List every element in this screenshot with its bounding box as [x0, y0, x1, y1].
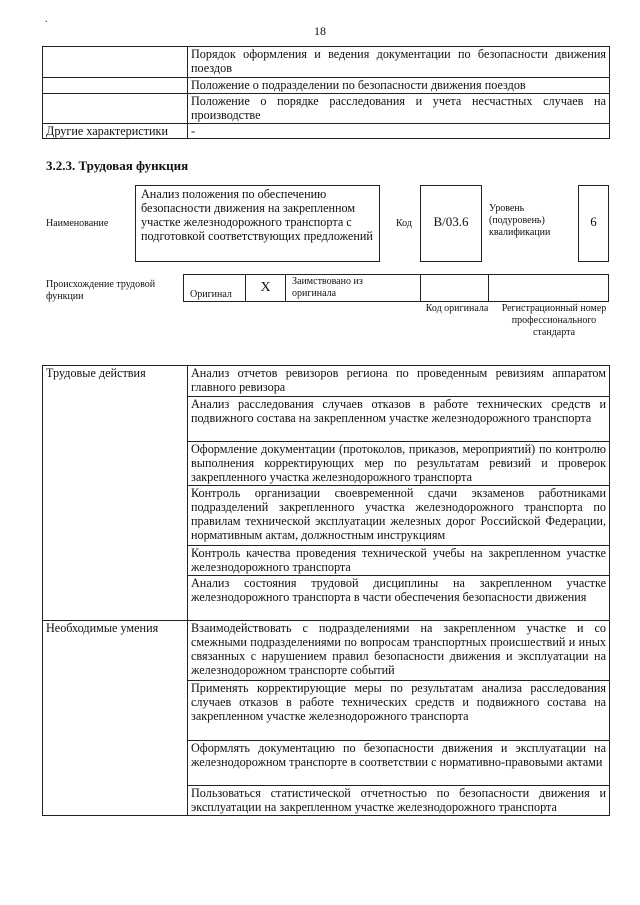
table-row: Оформлять документацию по безопасности движения и эксплуатации на железнодорожном транспорте в соответствии с нормативно-правовыми актами	[188, 741, 610, 786]
table-row: Контроль организации своевременной сдачи экзаменов работниками подразделений закрепленного участка железнодорожного транспорта по правилам технической эксплуатации железных дорог Российской Федерации, нормативным актам, должностным инструкциям	[188, 486, 610, 546]
origin-row	[183, 274, 609, 302]
main-table	[42, 365, 610, 816]
original-code-cell	[421, 275, 489, 301]
original-label: Оригинал	[190, 289, 232, 300]
reg-caption: Регистрационный номер профессионального стандарта	[501, 303, 607, 338]
table-row: Оформление документации (протоколов, приказов, мероприятий) по контролю выполнения корректирующих мер по результатам ревизий и проверок закрепленного участка железнодорожного транспорта	[188, 442, 610, 486]
table-row: Применять корректирующие меры по результатам анализа расследования случаев отказов в работе технических средств и подвижного состава на закрепленном участке железнодорожного транспорта	[188, 681, 610, 741]
original-label-cell	[184, 275, 246, 301]
borrowed-cell	[286, 275, 421, 301]
top-row-value: Положение о подразделении по безопасности движения поездов	[188, 78, 610, 94]
top-row-value: -	[188, 124, 610, 139]
function-name: Анализ положения по обеспечению безопасности движения на закрепленном участке железнодорожного транспорта с подготовкой соответствующих предложений	[135, 185, 380, 262]
name-label: Наименование	[46, 218, 109, 229]
speck: .	[45, 14, 48, 25]
original-mark-cell	[246, 275, 286, 301]
group-label-skills: Необходимые умения	[43, 621, 188, 816]
group-label-actions: Трудовые действия	[43, 366, 188, 621]
code-label: Код	[396, 218, 412, 229]
table-row: Контроль качества проведения технической учебы на закрепленном участке железнодорожного транспорта	[188, 546, 610, 576]
top-table	[42, 46, 610, 139]
borrowed-label: Заимствовано из оригинала	[292, 276, 363, 299]
top-row-label: Другие характеристики	[43, 124, 188, 139]
table-row: Анализ отчетов ревизоров региона по проведенным ревизиям аппаратом главного ревизора	[188, 366, 610, 397]
top-row-label	[43, 47, 188, 78]
function-code: В/03.6	[420, 185, 482, 262]
page-number: 18	[314, 24, 326, 38]
code-caption: Код оригинала	[425, 303, 489, 314]
level-label: Уровень (подуровень) квалификации	[489, 203, 551, 238]
origin-label: Происхождение трудовой функции	[46, 279, 156, 302]
original-mark: Х	[260, 280, 271, 295]
table-row: Анализ расследования случаев отказов в работе технических средств и подвижного состава на закрепленном участке железнодорожного транспорта	[188, 397, 610, 442]
top-row-label	[43, 78, 188, 94]
top-row-value: Положение о порядке расследования и учета несчастных случаев на производстве	[188, 94, 610, 124]
top-row-label	[43, 94, 188, 124]
qualification-level: 6	[578, 185, 609, 262]
top-row-value: Порядок оформления и ведения документации по безопасности движения поездов	[188, 47, 610, 78]
reg-number-cell	[489, 275, 608, 301]
table-row: Пользоваться статистической отчетностью по безопасности движения и эксплуатации на закрепленном участке железнодорожного транспорта	[188, 786, 610, 816]
section-title: 3.2.3. Трудовая функция	[46, 158, 189, 173]
table-row: Анализ состояния трудовой дисциплины на закрепленном участке железнодорожного транспорта в части обеспечения безопасности движения	[188, 576, 610, 621]
table-row: Взаимодействовать с подразделениями на закрепленном участке и со смежными подразделениями по вопросам транспортных происшествий и иных связанных с нарушением правил безопасности движения и эксплуатации на железнодорожном транспорте событий	[188, 621, 610, 681]
